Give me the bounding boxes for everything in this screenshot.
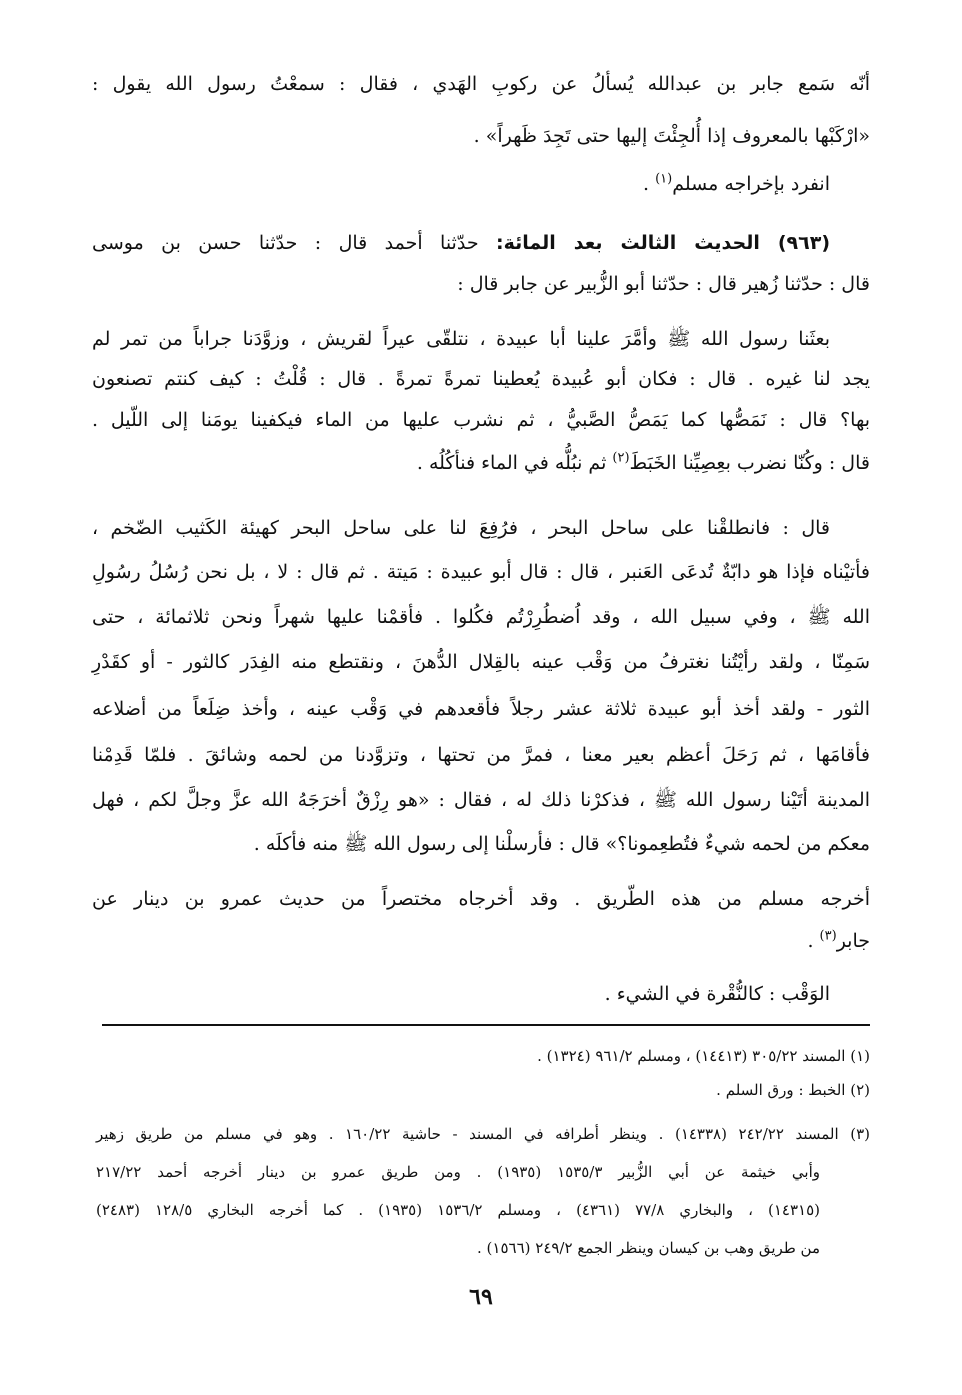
text-line bbox=[643, 168, 830, 200]
text-line: بعثَنا رسول الله ﷺ وأمَّرَ علينا أبا عبيدة ، نتلقّى عيراً لقريش ، وزوَّدَنا جراباً من تمر لم bbox=[92, 328, 830, 350]
footnote-3-line: من طريق وهب بن كيسان وينظر الجمع ٢٤٩/٢ (١٥٦٦) . bbox=[477, 1239, 820, 1257]
footnote-3-line: وأبي خيثمة عن أبي الزُّبير ١٥٣٥/٣ (١٩٣٥) . ومن طريق عمرو بن دينار أخرجه أحمد ٢١٧/٢٢ bbox=[96, 1163, 820, 1181]
footnote-ref: (١) bbox=[655, 171, 673, 187]
text-span: انفرد بإخراجه مسلم bbox=[672, 173, 830, 195]
footnote-2: (٢) الخبط : ورق السلم . bbox=[716, 1081, 870, 1099]
text-line: فأتيْناه فإذا هو دابّةٌ تُدعَى العَنبر ، قال : قال أبو عبيدة : مَيتة . ثم قال : لا ، بل نحن رُسُلُ رسُولِ bbox=[92, 561, 870, 583]
text-line: الله ﷺ ، وفي سبيل الله ، وقد اُضطُرِرْتُم فكُلوا . فأقمْنا عليها شهراً ونحن ثلاثمائة ، حتى bbox=[92, 606, 870, 628]
text-line: الوَقْب : كالنُّقْرة في الشيء . bbox=[604, 983, 830, 1005]
footnote-3-line: (١٤٣١٥) ، والبخاري ٧٧/٨ (٤٣٦١) ، ومسلم ١٥٣٦/٢ (١٩٣٥) . كما أخرجه البخاري ١٢٨/٥ (٢٤٨٣) bbox=[96, 1201, 821, 1219]
text-line: بها؟ قال : نَمَصُّها كما يَمَصُّ الصَّبيُّ ، ثم نشرب عليها من الماء فيكفينا يومَنا إلى اللّيل . bbox=[92, 409, 870, 431]
page-number: ٦٩ bbox=[469, 1284, 493, 1310]
text-span: . bbox=[807, 930, 820, 952]
text-line: قال : حدّثنا زُهير قال : حدّثنا أبو الزُّبير عن جابر قال : bbox=[457, 273, 870, 295]
text-line bbox=[417, 447, 870, 479]
text-span: قال : وكُنّا نضرب بعِصِيِّنا الخَبَطَ bbox=[629, 452, 870, 474]
text-line: «ارْكَبْها بالمعروف إذا أُلجِئْتَ إليها حتى تَجِدَ ظَهراً» . bbox=[473, 125, 870, 147]
footnote-ref: (٢) bbox=[612, 450, 630, 466]
text-span: جابر bbox=[836, 930, 870, 952]
text-line: أنّه سَمع جابر بن عبدالله يُسألُ عن ركوبِ الهَدي ، فقال : سمعْتُ رسول الله يقول : bbox=[92, 73, 870, 95]
text-line: الثور - ولقد أخذ أبو عبيدة ثلاثة عشر رجلاً فأقعدهم في وَقْب عينه ، وأخذ ضِلَعاً من أضلاعه bbox=[92, 698, 870, 720]
footnote-divider bbox=[102, 1024, 870, 1026]
text-line: أخرجه مسلم من هذه الطّريق . وقد أخرجاه مختصراً من حديث عمرو بن دينار عن bbox=[92, 888, 870, 910]
footnote-ref: (٣) bbox=[819, 928, 837, 944]
text-line: فأقامَها ، ثم رَحَلَ أعظم بعير معنا ، فمرَّ من تحتها ، وتزوَّدنا من لحمه وشائقَ . فلمّا قَدِمْنا bbox=[92, 744, 870, 766]
text-span: . bbox=[642, 173, 656, 195]
text-line: المدينة أتَيْنا رسول الله ﷺ ، فذكرْنا ذلك له ، فقال : «هو رِزْقٌ أخرَجَهُ الله عزَّ وجلَّ لكم ، فهل bbox=[92, 789, 870, 811]
footnote-3: (٣) المسند ٢٤٢/٢٢ (١٤٣٣٨) . وينظر أطرافه في المسند - حاشية ١٦٠/٢٢ . وهو في مسلم من طريق زهير bbox=[96, 1125, 871, 1143]
hadith-heading-line bbox=[92, 227, 830, 259]
main-text bbox=[92, 0, 870, 1020]
text-line: سَمِنّا ، ولقد رأيْتُنا نغترفُ من وَقْب عينه بالقِلال الدُّهنَ ، ونقتطع منه الفِدَر كالثور - أو كقَدْرِ bbox=[92, 651, 870, 673]
text-line bbox=[807, 925, 870, 957]
text-span: ثم نبُلُّه في الماء فنأكُلُه . bbox=[416, 452, 613, 474]
hadith-heading: (٩٦٣) الحديث الثالث بعد المائة: bbox=[495, 232, 830, 254]
text-line: معكم من لحمه شيءٌ فتُطعِمونا؟» قال : فأرسلْنا إلى رسول الله ﷺ منه فأكلَه . bbox=[253, 833, 870, 855]
text-span: حدّثنا أحمد قال : حدّثنا حسن بن موسى bbox=[92, 232, 496, 254]
text-line: قال : فانطلقْنا على ساحل البحر ، فرُفِعَ لنا على ساحل البحر كهيئة الكَثيب الضّخم ، bbox=[92, 517, 830, 539]
footnote-1: (١) المسند ٣٠٥/٢٢ (١٤٤١٣) ، ومسلم ٩٦١/٢ (١٣٢٤) . bbox=[537, 1047, 870, 1065]
text-line: يجد لنا غيره . قال : فكان أبو عُبيدة يُعطينا تمرةً تمرةً . قال : قُلْتُ : كيف كنتم تصنعون bbox=[92, 368, 870, 390]
